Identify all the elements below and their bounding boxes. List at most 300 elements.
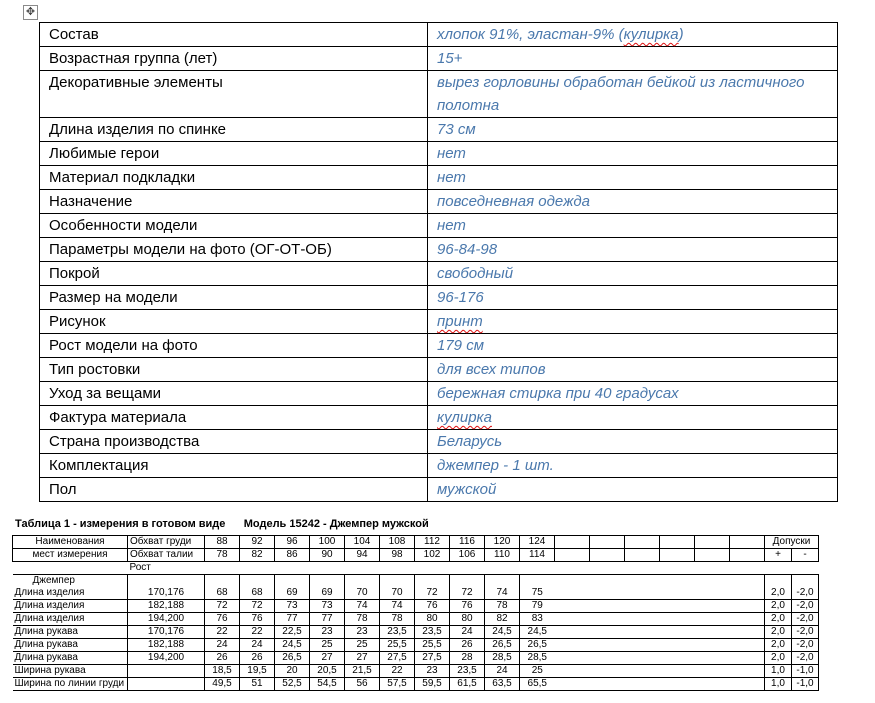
- chest-label-cell: Обхват груди: [128, 536, 205, 549]
- measurement-row: [13, 652, 819, 665]
- waist-size-cell: 86: [275, 549, 310, 562]
- empty-cell: [590, 549, 625, 562]
- empty-cell: [520, 562, 555, 575]
- empty-cell: [625, 549, 660, 562]
- property-row: [40, 454, 838, 478]
- measure-value-cell: 26: [450, 639, 485, 652]
- measure-value-cell: 24: [205, 639, 240, 652]
- empty-cell: [695, 639, 730, 652]
- measure-value-cell: 76: [415, 600, 450, 613]
- measurement-row: [13, 600, 819, 613]
- tolerance-plus-value: 2,0: [765, 652, 792, 665]
- measurements-group-row: [13, 575, 819, 588]
- property-label: Длина изделия по спинке: [40, 118, 428, 142]
- empty-cell: [275, 575, 310, 588]
- measure-value-cell: 25,5: [415, 639, 450, 652]
- empty-cell: [345, 575, 380, 588]
- empty-cell: [205, 575, 240, 588]
- empty-cell: [695, 613, 730, 626]
- empty-cell: [555, 639, 590, 652]
- measure-value-cell: 76: [450, 600, 485, 613]
- measure-value-cell: 49,5: [205, 678, 240, 691]
- measure-value-cell: 23: [310, 626, 345, 639]
- empty-cell: [590, 600, 625, 613]
- measure-value-cell: 79: [520, 600, 555, 613]
- measure-value-cell: 22: [240, 626, 275, 639]
- tolerance-minus-value: -2,0: [792, 639, 819, 652]
- property-value: 15+: [428, 47, 838, 71]
- empty-cell: [555, 626, 590, 639]
- empty-cell: [730, 536, 765, 549]
- empty-cell: [625, 639, 660, 652]
- empty-cell: [485, 562, 520, 575]
- empty-cell: [380, 575, 415, 588]
- measure-value-cell: 25: [520, 665, 555, 678]
- empty-cell: [555, 678, 590, 691]
- empty-cell: [345, 562, 380, 575]
- property-row: [40, 310, 838, 334]
- property-label: Фактура материала: [40, 406, 428, 430]
- property-label: Параметры модели на фото (ОГ-ОТ-ОБ): [40, 238, 428, 262]
- property-row: [40, 478, 838, 502]
- empty-cell: [660, 678, 695, 691]
- measure-value-cell: 27: [310, 652, 345, 665]
- measure-value-cell: 82: [485, 613, 520, 626]
- property-label: Состав: [40, 23, 428, 47]
- measure-value-cell: 22,5: [275, 626, 310, 639]
- property-value: свободный: [428, 262, 838, 286]
- measure-value-cell: 18,5: [205, 665, 240, 678]
- empty-cell: [310, 575, 345, 588]
- product-properties-table: [39, 22, 838, 502]
- measurement-row: [13, 613, 819, 626]
- group-label-cell: Джемпер: [13, 575, 128, 588]
- measure-value-cell: 24: [240, 639, 275, 652]
- property-label: Комплектация: [40, 454, 428, 478]
- empty-cell: [625, 678, 660, 691]
- measure-value-cell: 68: [240, 587, 275, 600]
- measurement-row: [13, 626, 819, 639]
- measure-value-cell: 26: [205, 652, 240, 665]
- empty-cell: [555, 575, 590, 588]
- property-value: нет: [428, 214, 838, 238]
- measure-value-cell: 25: [310, 639, 345, 652]
- measure-value-cell: 78: [345, 613, 380, 626]
- empty-cell: [660, 652, 695, 665]
- property-label: Уход за вещами: [40, 382, 428, 406]
- property-value: нет: [428, 142, 838, 166]
- measure-value-cell: 26: [240, 652, 275, 665]
- property-value: 179 см: [428, 334, 838, 358]
- tolerance-plus-value: 2,0: [765, 600, 792, 613]
- empty-cell: [695, 575, 730, 588]
- tolerance-plus-value: 2,0: [765, 613, 792, 626]
- measurement-row: [13, 678, 819, 691]
- chest-size-cell: 108: [380, 536, 415, 549]
- empty-cell: [590, 587, 625, 600]
- tolerance-header-cell: Допуски: [765, 536, 819, 549]
- empty-cell: [660, 600, 695, 613]
- measure-value-cell: 61,5: [450, 678, 485, 691]
- measurements-table: [12, 535, 819, 691]
- empty-cell: [555, 665, 590, 678]
- empty-cell: [730, 626, 765, 639]
- measure-value-cell: 28,5: [520, 652, 555, 665]
- property-row: [40, 118, 838, 142]
- empty-cell: [555, 613, 590, 626]
- tolerance-minus-value: -2,0: [792, 652, 819, 665]
- measure-value-cell: 56: [345, 678, 380, 691]
- measure-value-cell: 73: [275, 600, 310, 613]
- measure-value-cell: 20: [275, 665, 310, 678]
- property-value: Беларусь: [428, 430, 838, 454]
- measure-value-cell: 21,5: [345, 665, 380, 678]
- empty-cell: [695, 600, 730, 613]
- tolerance-plus-value: 1,0: [765, 678, 792, 691]
- empty-cell: [695, 626, 730, 639]
- property-value: нет: [428, 166, 838, 190]
- empty-cell: [590, 639, 625, 652]
- property-value: мужской: [428, 478, 838, 502]
- empty-cell: [625, 575, 660, 588]
- measure-value-cell: 23: [345, 626, 380, 639]
- empty-cell: [590, 562, 625, 575]
- property-row: [40, 238, 838, 262]
- empty-cell: [625, 562, 660, 575]
- measure-name-cell: Ширина рукава: [13, 665, 128, 678]
- measure-value-cell: 57,5: [380, 678, 415, 691]
- measure-value-cell: 54,5: [310, 678, 345, 691]
- property-value: бережная стирка при 40 градусах: [428, 382, 838, 406]
- empty-cell: [730, 575, 765, 588]
- measure-value-cell: 77: [275, 613, 310, 626]
- empty-cell: [415, 562, 450, 575]
- empty-cell: [555, 549, 590, 562]
- spellcheck-flagged-word: кулирка: [623, 26, 679, 43]
- measure-value-cell: 24,5: [275, 639, 310, 652]
- empty-cell: [660, 575, 695, 588]
- table-move-handle-icon[interactable]: ✥: [23, 5, 38, 20]
- measurements-caption: Таблица 1 - измерения в готовом виде Модель 15242 - Джемпер мужской: [15, 518, 429, 530]
- property-row: [40, 406, 838, 430]
- empty-cell: [590, 626, 625, 639]
- measure-name-cell: Длина изделия: [13, 613, 128, 626]
- empty-cell: [660, 536, 695, 549]
- measure-value-cell: 74: [485, 587, 520, 600]
- measurements-height-row: [13, 562, 819, 575]
- tolerance-plus-cell: +: [765, 549, 792, 562]
- measure-value-cell: 20,5: [310, 665, 345, 678]
- property-value: 96-176: [428, 286, 838, 310]
- measure-value-cell: 73: [310, 600, 345, 613]
- measure-value-cell: 72: [205, 600, 240, 613]
- chest-size-cell: 96: [275, 536, 310, 549]
- empty-cell: [695, 678, 730, 691]
- empty-cell: [730, 613, 765, 626]
- empty-cell: [240, 562, 275, 575]
- chest-size-cell: 120: [485, 536, 520, 549]
- chest-size-cell: 92: [240, 536, 275, 549]
- measure-height-cell: 182,188: [128, 639, 205, 652]
- property-value: [428, 406, 838, 430]
- property-label: Пол: [40, 478, 428, 502]
- empty-cell: [792, 562, 819, 575]
- waist-label-cell: Обхват талии: [128, 549, 205, 562]
- measure-height-cell: 170,176: [128, 587, 205, 600]
- empty-cell: [590, 613, 625, 626]
- tolerance-minus-value: -2,0: [792, 613, 819, 626]
- empty-cell: [792, 575, 819, 588]
- property-row: [40, 190, 838, 214]
- measure-value-cell: 24,5: [520, 626, 555, 639]
- property-value: для всех типов: [428, 358, 838, 382]
- empty-cell: [765, 562, 792, 575]
- empty-cell: [730, 587, 765, 600]
- empty-cell: [450, 562, 485, 575]
- measure-value-cell: 59,5: [415, 678, 450, 691]
- measure-name-cell: Длина рукава: [13, 626, 128, 639]
- empty-cell: [625, 613, 660, 626]
- measure-value-cell: 26,5: [485, 639, 520, 652]
- measure-value-cell: 63,5: [485, 678, 520, 691]
- chest-size-cell: 100: [310, 536, 345, 549]
- measure-value-cell: 78: [380, 613, 415, 626]
- waist-size-cell: 78: [205, 549, 240, 562]
- empty-cell: [730, 665, 765, 678]
- measure-value-cell: 72: [415, 587, 450, 600]
- measure-value-cell: 19,5: [240, 665, 275, 678]
- measure-value-cell: 76: [240, 613, 275, 626]
- empty-cell: [730, 549, 765, 562]
- property-value: [428, 310, 838, 334]
- property-label: Возрастная группа (лет): [40, 47, 428, 71]
- property-row: [40, 430, 838, 454]
- property-label: Размер на модели: [40, 286, 428, 310]
- measure-value-cell: 24: [450, 626, 485, 639]
- waist-size-cell: 110: [485, 549, 520, 562]
- empty-cell: [660, 549, 695, 562]
- property-value: вырез горловины обработан бейкой из ластичного полотна: [428, 71, 838, 118]
- empty-cell: [730, 639, 765, 652]
- measure-value-cell: 78: [485, 600, 520, 613]
- measure-height-cell: 182,188: [128, 600, 205, 613]
- property-value: хлопок 91%, эластан-9% (кулирка): [428, 23, 838, 47]
- measure-value-cell: 77: [310, 613, 345, 626]
- property-value: 73 см: [428, 118, 838, 142]
- measure-height-cell: [128, 665, 205, 678]
- measure-value-cell: 28: [450, 652, 485, 665]
- measure-value-cell: 74: [380, 600, 415, 613]
- tolerance-plus-value: 2,0: [765, 626, 792, 639]
- empty-cell: [660, 639, 695, 652]
- waist-size-cell: 90: [310, 549, 345, 562]
- empty-cell: [590, 678, 625, 691]
- measurement-row: [13, 665, 819, 678]
- measure-value-cell: 70: [380, 587, 415, 600]
- measure-value-cell: 24: [485, 665, 520, 678]
- measurements-header-row: [13, 549, 819, 562]
- measure-value-cell: 70: [345, 587, 380, 600]
- measure-value-cell: 25,5: [380, 639, 415, 652]
- empty-cell: [695, 587, 730, 600]
- empty-cell: [310, 562, 345, 575]
- measure-value-cell: 22: [380, 665, 415, 678]
- measure-value-cell: 28,5: [485, 652, 520, 665]
- empty-cell: [695, 665, 730, 678]
- measure-name-cell: Длина изделия: [13, 587, 128, 600]
- empty-cell: [590, 536, 625, 549]
- property-label: Любимые герои: [40, 142, 428, 166]
- measure-value-cell: 26,5: [520, 639, 555, 652]
- empty-cell: [660, 626, 695, 639]
- empty-cell: [660, 587, 695, 600]
- measure-value-cell: 23: [415, 665, 450, 678]
- empty-cell: [730, 600, 765, 613]
- property-row: [40, 334, 838, 358]
- empty-cell: [695, 652, 730, 665]
- measure-value-cell: 74: [345, 600, 380, 613]
- empty-cell: [485, 575, 520, 588]
- empty-cell: [625, 536, 660, 549]
- chest-size-cell: 88: [205, 536, 240, 549]
- measure-value-cell: 22: [205, 626, 240, 639]
- measure-value-cell: 72: [240, 600, 275, 613]
- property-label: Материал подкладки: [40, 166, 428, 190]
- measure-value-cell: 65,5: [520, 678, 555, 691]
- empty-cell: [625, 587, 660, 600]
- chest-size-cell: 112: [415, 536, 450, 549]
- empty-cell: [590, 652, 625, 665]
- waist-size-cell: 82: [240, 549, 275, 562]
- measure-value-cell: 51: [240, 678, 275, 691]
- empty-cell: [695, 549, 730, 562]
- empty-cell: [555, 562, 590, 575]
- property-label: Особенности модели: [40, 214, 428, 238]
- empty-cell: [765, 575, 792, 588]
- property-value: джемпер - 1 шт.: [428, 454, 838, 478]
- empty-cell: [555, 600, 590, 613]
- empty-cell: [695, 536, 730, 549]
- waist-size-cell: 106: [450, 549, 485, 562]
- empty-cell: [128, 575, 205, 588]
- empty-cell: [730, 678, 765, 691]
- measure-value-cell: 25: [345, 639, 380, 652]
- empty-cell: [625, 652, 660, 665]
- empty-cell: [730, 562, 765, 575]
- measure-value-cell: 23,5: [380, 626, 415, 639]
- measure-value-cell: 24,5: [485, 626, 520, 639]
- empty-cell: [275, 562, 310, 575]
- measure-value-cell: 69: [310, 587, 345, 600]
- property-label: Рост модели на фото: [40, 334, 428, 358]
- property-row: [40, 382, 838, 406]
- empty-cell: [730, 652, 765, 665]
- property-row: [40, 23, 838, 47]
- measure-name-cell: Длина изделия: [13, 600, 128, 613]
- measure-height-cell: [128, 678, 205, 691]
- property-row: [40, 142, 838, 166]
- empty-cell: [660, 613, 695, 626]
- measure-value-cell: 23,5: [415, 626, 450, 639]
- measure-name-cell: Ширина по линии груди: [13, 678, 128, 691]
- measurements-header-row: [13, 536, 819, 549]
- tolerance-plus-value: 2,0: [765, 639, 792, 652]
- empty-cell: [625, 665, 660, 678]
- measure-value-cell: 80: [415, 613, 450, 626]
- empty-cell: [660, 665, 695, 678]
- measure-value-cell: 75: [520, 587, 555, 600]
- spellcheck-flagged-word: кулирка: [437, 409, 492, 426]
- property-label: Покрой: [40, 262, 428, 286]
- empty-cell: [13, 562, 128, 575]
- measure-value-cell: 72: [450, 587, 485, 600]
- property-row: [40, 286, 838, 310]
- measure-value-cell: 26,5: [275, 652, 310, 665]
- measure-height-cell: 194,200: [128, 652, 205, 665]
- empty-cell: [555, 536, 590, 549]
- tolerance-plus-value: 1,0: [765, 665, 792, 678]
- measurement-row: [13, 587, 819, 600]
- property-label: Тип ростовки: [40, 358, 428, 382]
- measure-value-cell: 80: [450, 613, 485, 626]
- measurement-row: [13, 639, 819, 652]
- empty-cell: [555, 652, 590, 665]
- empty-cell: [625, 600, 660, 613]
- tolerance-minus-value: -1,0: [792, 678, 819, 691]
- measure-height-cell: 194,200: [128, 613, 205, 626]
- property-label: Декоративные элементы: [40, 71, 428, 118]
- measure-height-cell: 170,176: [128, 626, 205, 639]
- property-label: Страна производства: [40, 430, 428, 454]
- header-name-cell: мест измерения: [13, 549, 128, 562]
- waist-size-cell: 94: [345, 549, 380, 562]
- measure-value-cell: 23,5: [450, 665, 485, 678]
- empty-cell: [590, 575, 625, 588]
- property-row: [40, 166, 838, 190]
- measure-name-cell: Длина рукава: [13, 639, 128, 652]
- empty-cell: [415, 575, 450, 588]
- measure-value-cell: 76: [205, 613, 240, 626]
- tolerance-minus-value: -1,0: [792, 665, 819, 678]
- empty-cell: [555, 587, 590, 600]
- measure-value-cell: 27,5: [380, 652, 415, 665]
- measure-value-cell: 52,5: [275, 678, 310, 691]
- empty-cell: [625, 626, 660, 639]
- property-row: [40, 47, 838, 71]
- spellcheck-flagged-word: принт: [437, 313, 483, 330]
- chest-size-cell: 116: [450, 536, 485, 549]
- empty-cell: [240, 575, 275, 588]
- property-value: 96-84-98: [428, 238, 838, 262]
- empty-cell: [205, 562, 240, 575]
- waist-size-cell: 102: [415, 549, 450, 562]
- measure-value-cell: 69: [275, 587, 310, 600]
- tolerance-minus-value: -2,0: [792, 626, 819, 639]
- measure-value-cell: 68: [205, 587, 240, 600]
- tolerance-minus-cell: -: [792, 549, 819, 562]
- waist-size-cell: 114: [520, 549, 555, 562]
- empty-cell: [520, 575, 555, 588]
- waist-size-cell: 98: [380, 549, 415, 562]
- measure-name-cell: Длина рукава: [13, 652, 128, 665]
- empty-cell: [695, 562, 730, 575]
- property-label: Рисунок: [40, 310, 428, 334]
- property-label: Назначение: [40, 190, 428, 214]
- tolerance-minus-value: -2,0: [792, 600, 819, 613]
- property-value: повседневная одежда: [428, 190, 838, 214]
- chest-size-cell: 104: [345, 536, 380, 549]
- empty-cell: [380, 562, 415, 575]
